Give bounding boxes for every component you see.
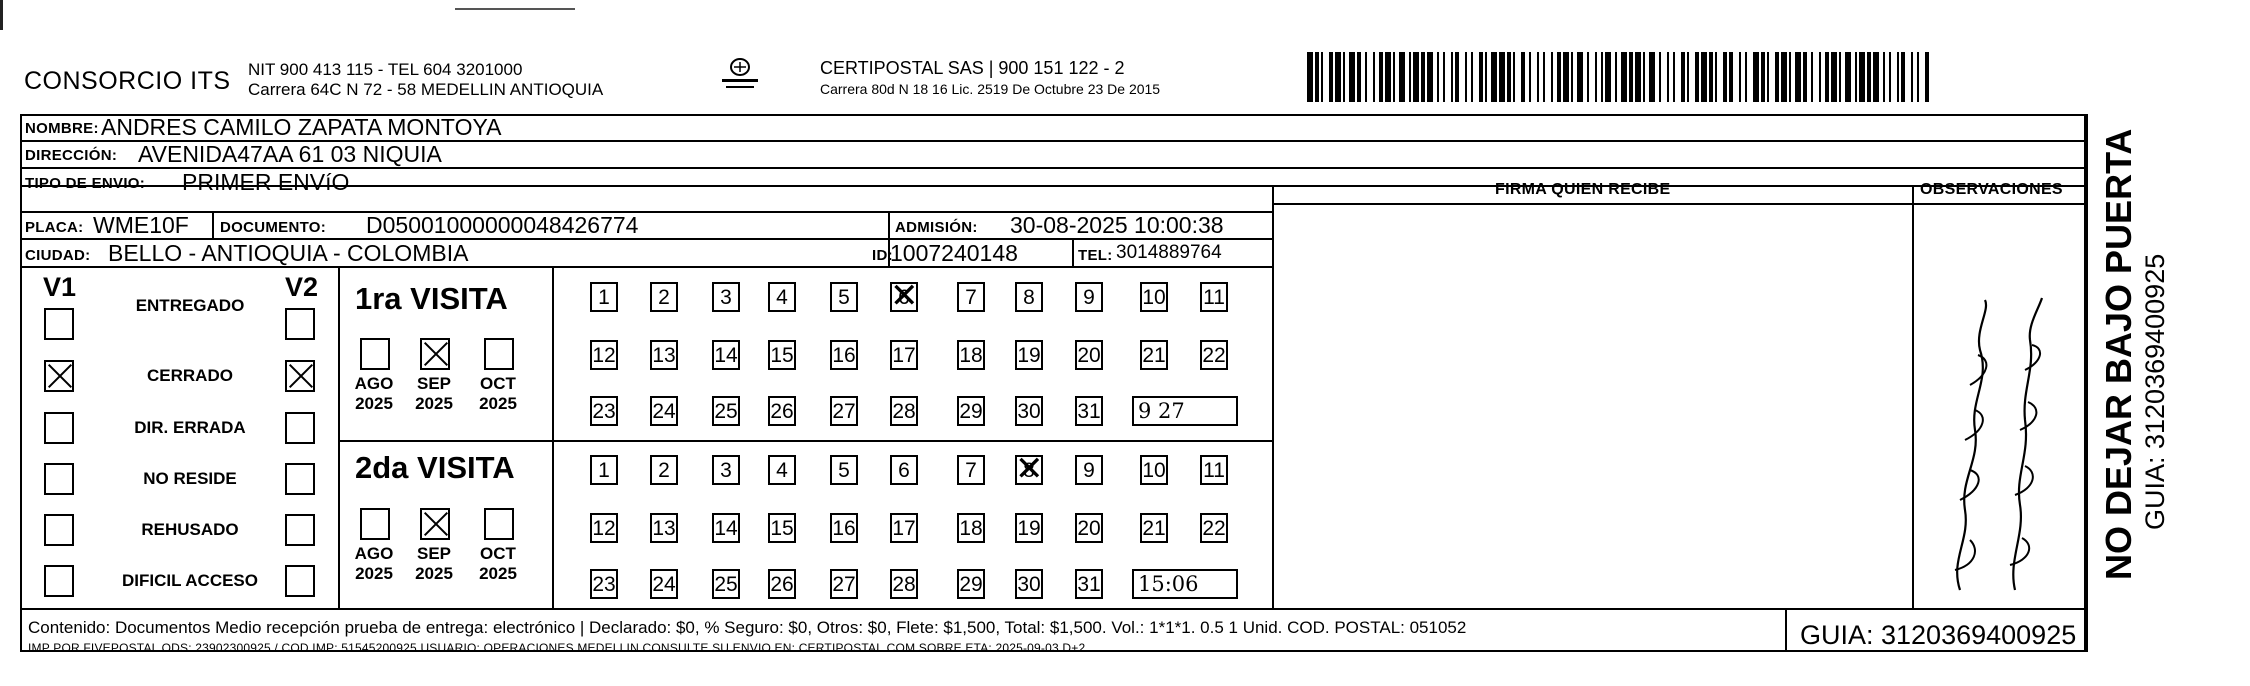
barcode-bar [1917,52,1919,102]
day-box[interactable]: 8 ✕ [1015,455,1043,485]
day-box[interactable]: 26 [768,396,796,426]
month-label: SEP [416,544,452,563]
month-checkbox[interactable] [420,338,450,370]
day-box[interactable]: 14 [712,340,740,370]
day-box[interactable]: 10 [1140,455,1168,485]
footer-divider [20,608,2086,610]
day-box[interactable]: 23 [590,396,618,426]
barcode-bar [1321,52,1323,102]
scan-edge [0,0,3,30]
col-divider [1072,238,1074,266]
day-box[interactable]: 26 [768,569,796,599]
col-divider [552,266,554,608]
barcode-bar [1831,52,1837,102]
nombre-label: NOMBRE: [25,120,99,137]
barcode-bar [1455,52,1459,102]
day-box[interactable]: 2 [650,282,678,312]
handwritten-signature [1930,290,2060,600]
day-box[interactable]: 7 [957,455,985,485]
month-year [409,544,459,584]
barcode-bar [1681,52,1685,102]
barcode-bar [1529,52,1531,102]
barcode-bar [1471,52,1473,102]
day-box[interactable]: 25 [712,569,740,599]
barcode-bar [1839,52,1841,102]
barcode-bar [1845,52,1851,102]
status-checkbox-v2[interactable] [285,308,315,340]
day-box[interactable]: 3 [712,282,740,312]
status-label: NO RESIDE [143,469,237,488]
barcode-bar [1465,52,1467,102]
placa-label: PLACA: [25,219,84,236]
month-checkbox[interactable] [360,508,390,540]
status-label: DIFICIL ACCESO [121,571,258,590]
status-checkbox-v2[interactable] [285,565,315,597]
status-checkbox-v2[interactable] [285,514,315,546]
direccion-value: AVENIDA47AA 61 03 NIQUIA [138,141,442,167]
barcode-bar [1307,52,1313,102]
day-box[interactable]: 30 [1015,396,1043,426]
barcode-bar [1753,52,1759,102]
barcode-bar [1723,52,1727,102]
observaciones-heading: OBSERVACIONES [1920,181,2063,198]
barcode-bar [1789,52,1791,102]
v1-heading: V1 [43,272,77,302]
day-box[interactable]: 29 [957,569,985,599]
day-box[interactable]: 18 [957,340,985,370]
day-box[interactable]: 16 [830,340,858,370]
barcode-bar [1365,52,1367,102]
certipostal-nit: CERTIPOSTAL SAS | 900 151 122 - 2 [820,58,1125,78]
month-year [473,374,523,414]
status-checkbox-v1[interactable] [44,463,74,495]
barcode-bar [1811,52,1813,102]
status-checkbox-v1[interactable] [44,360,74,392]
barcode-bar [1635,52,1641,102]
day-box[interactable]: 1 [590,282,618,312]
month-label: OCT [480,374,516,393]
ciudad-value: BELLO - ANTIOQUIA - COLOMBIA [108,240,469,266]
day-box[interactable]: 24 [650,569,678,599]
barcode-bar [1413,52,1419,102]
day-box[interactable]: 4 [768,282,796,312]
day-box[interactable]: 20 [1075,513,1103,543]
day-box[interactable]: 15 [768,513,796,543]
barcode-bar [1373,52,1375,102]
barcode-bar [1897,52,1899,102]
barcode-bar [1605,52,1611,102]
company-info [248,60,603,100]
barcode-bar [1601,52,1603,102]
v2-heading: V2 [285,272,319,302]
day-box[interactable]: 1 [590,455,618,485]
tipo-envio-value: PRIMER ENVíO [182,169,350,195]
col-divider [338,266,340,608]
day-box[interactable]: 31 [1075,396,1103,426]
day-box[interactable]: 28 [890,569,918,599]
month-label: SEP [416,374,452,393]
status-checkbox-v2[interactable] [285,463,315,495]
barcode-bar [1715,52,1717,102]
barcode-bar [1571,52,1573,102]
direccion-label: DIRECCIÓN: [25,147,118,164]
day-box[interactable]: 23 [590,569,618,599]
month-year [349,374,399,414]
day-box[interactable]: 15 [768,340,796,370]
barcode-bar [1761,52,1765,102]
barcode-bar [1873,52,1879,102]
barcode-bar [1819,52,1821,102]
day-box[interactable]: 7 [957,282,985,312]
year-label: 2025 [415,564,453,583]
day-box[interactable]: 4 [768,455,796,485]
documento-value: D05001000000048426774 [366,212,639,238]
barcode-bar [1557,52,1561,102]
barcode-bar [1859,52,1865,102]
firma-heading: FIRMA QUIEN RECIBE [1495,181,1671,198]
barcode-bar [1399,52,1405,102]
barcode-bar [1695,52,1699,102]
day-box[interactable]: 2 [650,455,678,485]
barcode-bar [1643,52,1645,102]
company-name: CONSORCIO ITS [24,67,231,95]
year-label: 2025 [355,394,393,413]
barcode-bar [1485,52,1487,102]
company-nit: NIT 900 413 115 - TEL 604 3201000 [248,60,523,79]
year-label: 2025 [479,564,517,583]
barcode-bar [1537,52,1539,102]
day-box[interactable]: 13 [650,340,678,370]
day-box[interactable]: 24 [650,396,678,426]
day-box[interactable]: 19 [1015,513,1043,543]
contenido-text: Contenido: Documentos Medio recepción prueba de entrega: electrónico | Declarado: $0, % Seguro: $0, Otros: $0, Flete: $1,500, Total: $1,500. Vol.: 1*1*1. 0.5 1 Unid. COD. POSTAL: 051052 [28,618,1467,637]
day-box[interactable]: 10 [1140,282,1168,312]
barcode-bar [1649,52,1655,102]
day-box[interactable]: 21 [1140,340,1168,370]
status-checkbox-v1[interactable] [44,308,74,340]
month-label: AGO [354,544,394,563]
scan-mark [455,8,575,10]
barcode-bar [1543,52,1545,102]
barcode-bar [1911,52,1913,102]
placa-value: WME10F [93,212,189,238]
barcode-bar [1673,52,1675,102]
barcode-bar [1901,52,1905,102]
barcode-bar [1421,52,1425,102]
month-checkbox[interactable] [360,338,390,370]
second-visit-heading: 2da VISITA [355,450,515,485]
day-box[interactable]: 3 [712,455,740,485]
month-checkbox[interactable] [484,508,514,540]
day-box[interactable]: 27 [830,396,858,426]
barcode-bar [1349,52,1355,102]
first-visit-heading: 1ra VISITA [355,281,508,316]
tel-value: 3014889764 [1116,242,1222,263]
status-label: DIR. ERRADA [134,418,246,437]
barcode-bar [1889,52,1891,102]
day-box[interactable]: 29 [957,396,985,426]
barcode-bar [1329,52,1333,102]
day-box[interactable]: 9 [1075,282,1103,312]
barcode-bar [1767,52,1769,102]
col-divider [1785,608,1787,652]
barcode-bar [1729,52,1733,102]
barcode-bar [1687,52,1689,102]
guia-vertical: GUIA: 3120369400925 [2140,253,2170,530]
day-box[interactable]: 18 [957,513,985,543]
tel-label: TEL: [1078,247,1113,264]
day-box[interactable]: 17 [890,340,918,370]
barcode-bar [1479,52,1483,102]
status-checkbox-v2[interactable] [285,360,315,392]
day-box[interactable]: 17 [890,513,918,543]
barcode-bar [1803,52,1807,102]
day-box[interactable]: 21 [1140,513,1168,543]
barcode-bar [1343,52,1345,102]
id-label: ID: [872,247,893,264]
barcode-bar [1577,52,1583,102]
barcode-bar [1595,52,1597,102]
barcode-bar [1621,52,1627,102]
status-checkbox-v1[interactable] [44,412,74,444]
status-checkbox-v1[interactable] [44,514,74,546]
day-box[interactable]: 30 [1015,569,1043,599]
col-divider [1272,185,1274,608]
company-address: Carrera 64C N 72 - 58 MEDELLIN ANTIOQUIA [248,80,604,99]
day-box[interactable]: 6 [890,455,918,485]
barcode-bar [1393,52,1395,102]
day-box[interactable]: 13 [650,513,678,543]
day-box[interactable]: 20 [1075,340,1103,370]
nombre-value: ANDRES CAMILO ZAPATA MONTOYA [101,114,502,140]
barcode-bar [1551,52,1553,102]
day-box[interactable]: 22 [1200,340,1228,370]
documento-label: DOCUMENTO: [220,219,327,236]
tipo-envio-label: TIPO DE ENVIO: [25,175,146,192]
day-box[interactable]: 11 [1200,455,1228,485]
handwritten-time: 15:06 [1132,569,1238,599]
barcode-bar [1667,52,1669,102]
barcode-bar [1855,52,1857,102]
certipostal-info [820,58,1160,100]
barcode-bar [1427,52,1433,102]
month-year [349,544,399,584]
day-box[interactable]: 9 [1075,455,1103,485]
guia-footer: GUIA: 3120369400925 [1800,620,2077,650]
barcode-bar [1629,52,1633,102]
day-box[interactable]: 5 [830,455,858,485]
barcode-bar [1499,52,1505,102]
status-checkbox-v1[interactable] [44,565,74,597]
barcode [1305,52,1935,102]
barcode-bar [1491,52,1497,102]
barcode-bar [1315,52,1319,102]
id-value: 1007240148 [890,240,1018,266]
day-box[interactable]: 11 [1200,282,1228,312]
certipostal-license: Carrera 80d N 18 16 Lic. 2519 De Octubre 23 De 2015 [820,81,1161,97]
day-box[interactable]: 28 [890,396,918,426]
ciudad-label: CIUDAD: [25,247,91,264]
admision-value: 30-08-2025 10:00:38 [1010,212,1224,238]
day-box[interactable]: 12 [590,340,618,370]
barcode-bar [1385,52,1391,102]
day-box[interactable]: 16 [830,513,858,543]
month-label: AGO [354,374,394,393]
no-dejar-warning: NO DEJAR BAJO PUERTA [2098,128,2139,580]
day-box[interactable]: 31 [1075,569,1103,599]
certipostal-logo-icon [712,55,768,97]
barcode-bar [1659,52,1661,102]
barcode-bar [1443,52,1445,102]
day-box[interactable]: 19 [1015,340,1043,370]
visit-divider [340,440,1272,442]
barcode-bar [1867,52,1871,102]
status-label: ENTREGADO [135,296,245,315]
barcode-bar [1709,52,1713,102]
month-checkbox[interactable] [420,508,450,540]
day-box[interactable]: 22 [1200,513,1228,543]
barcode-bar [1357,52,1361,102]
col-divider [1912,185,1914,608]
barcode-bar [1587,52,1589,102]
barcode-bar [1795,52,1801,102]
barcode-bar [1437,52,1439,102]
barcode-bar [1745,52,1747,102]
barcode-bar [1379,52,1383,102]
barcode-bar [1739,52,1741,102]
status-label: CERRADO [147,366,233,385]
year-label: 2025 [415,394,453,413]
month-year [409,374,459,414]
status-checkbox-v2[interactable] [285,412,315,444]
year-label: 2025 [355,564,393,583]
col-divider [2086,114,2088,652]
handwritten-time: 9 27 [1132,396,1238,426]
day-box[interactable]: 14 [712,513,740,543]
barcode-bar [1883,52,1885,102]
barcode-bar [1563,52,1569,102]
barcode-bar [1513,52,1515,102]
day-box[interactable]: 8 [1015,282,1043,312]
day-box[interactable]: 25 [712,396,740,426]
barcode-bar [1507,52,1511,102]
day-box[interactable]: 27 [830,569,858,599]
barcode-bar [1409,52,1411,102]
barcode-bar [1335,52,1341,102]
month-year [473,544,523,584]
month-checkbox[interactable] [484,338,514,370]
day-box[interactable]: 5 [830,282,858,312]
barcode-bar [1925,52,1929,102]
status-label: REHUSADO [141,520,239,539]
barcode-bar [1781,52,1787,102]
barcode-bar [1775,52,1779,102]
barcode-bar [1451,52,1453,102]
day-box[interactable]: 12 [590,513,618,543]
barcode-bar [1825,52,1829,102]
imp-text: IMP POR FIVEPOSTAL ODS: 23902300925 / COD.IMP: 51545200925 USUARIO: OPERACIONES MEDELLIN CONSULTE SU ENVIO EN: CERTIPOSTAL.COM SOBRE ETA: 2025-09-03 D+2 [28,641,1086,655]
row-divider [1272,203,2086,205]
barcode-bar [1701,52,1707,102]
barcode-bar [1615,52,1617,102]
col-divider [212,211,214,238]
year-label: 2025 [479,394,517,413]
day-box[interactable]: 6 ✕ [890,282,918,312]
month-label: OCT [480,544,516,563]
barcode-bar [1521,52,1525,102]
admision-label: ADMISIÓN: [895,219,978,236]
